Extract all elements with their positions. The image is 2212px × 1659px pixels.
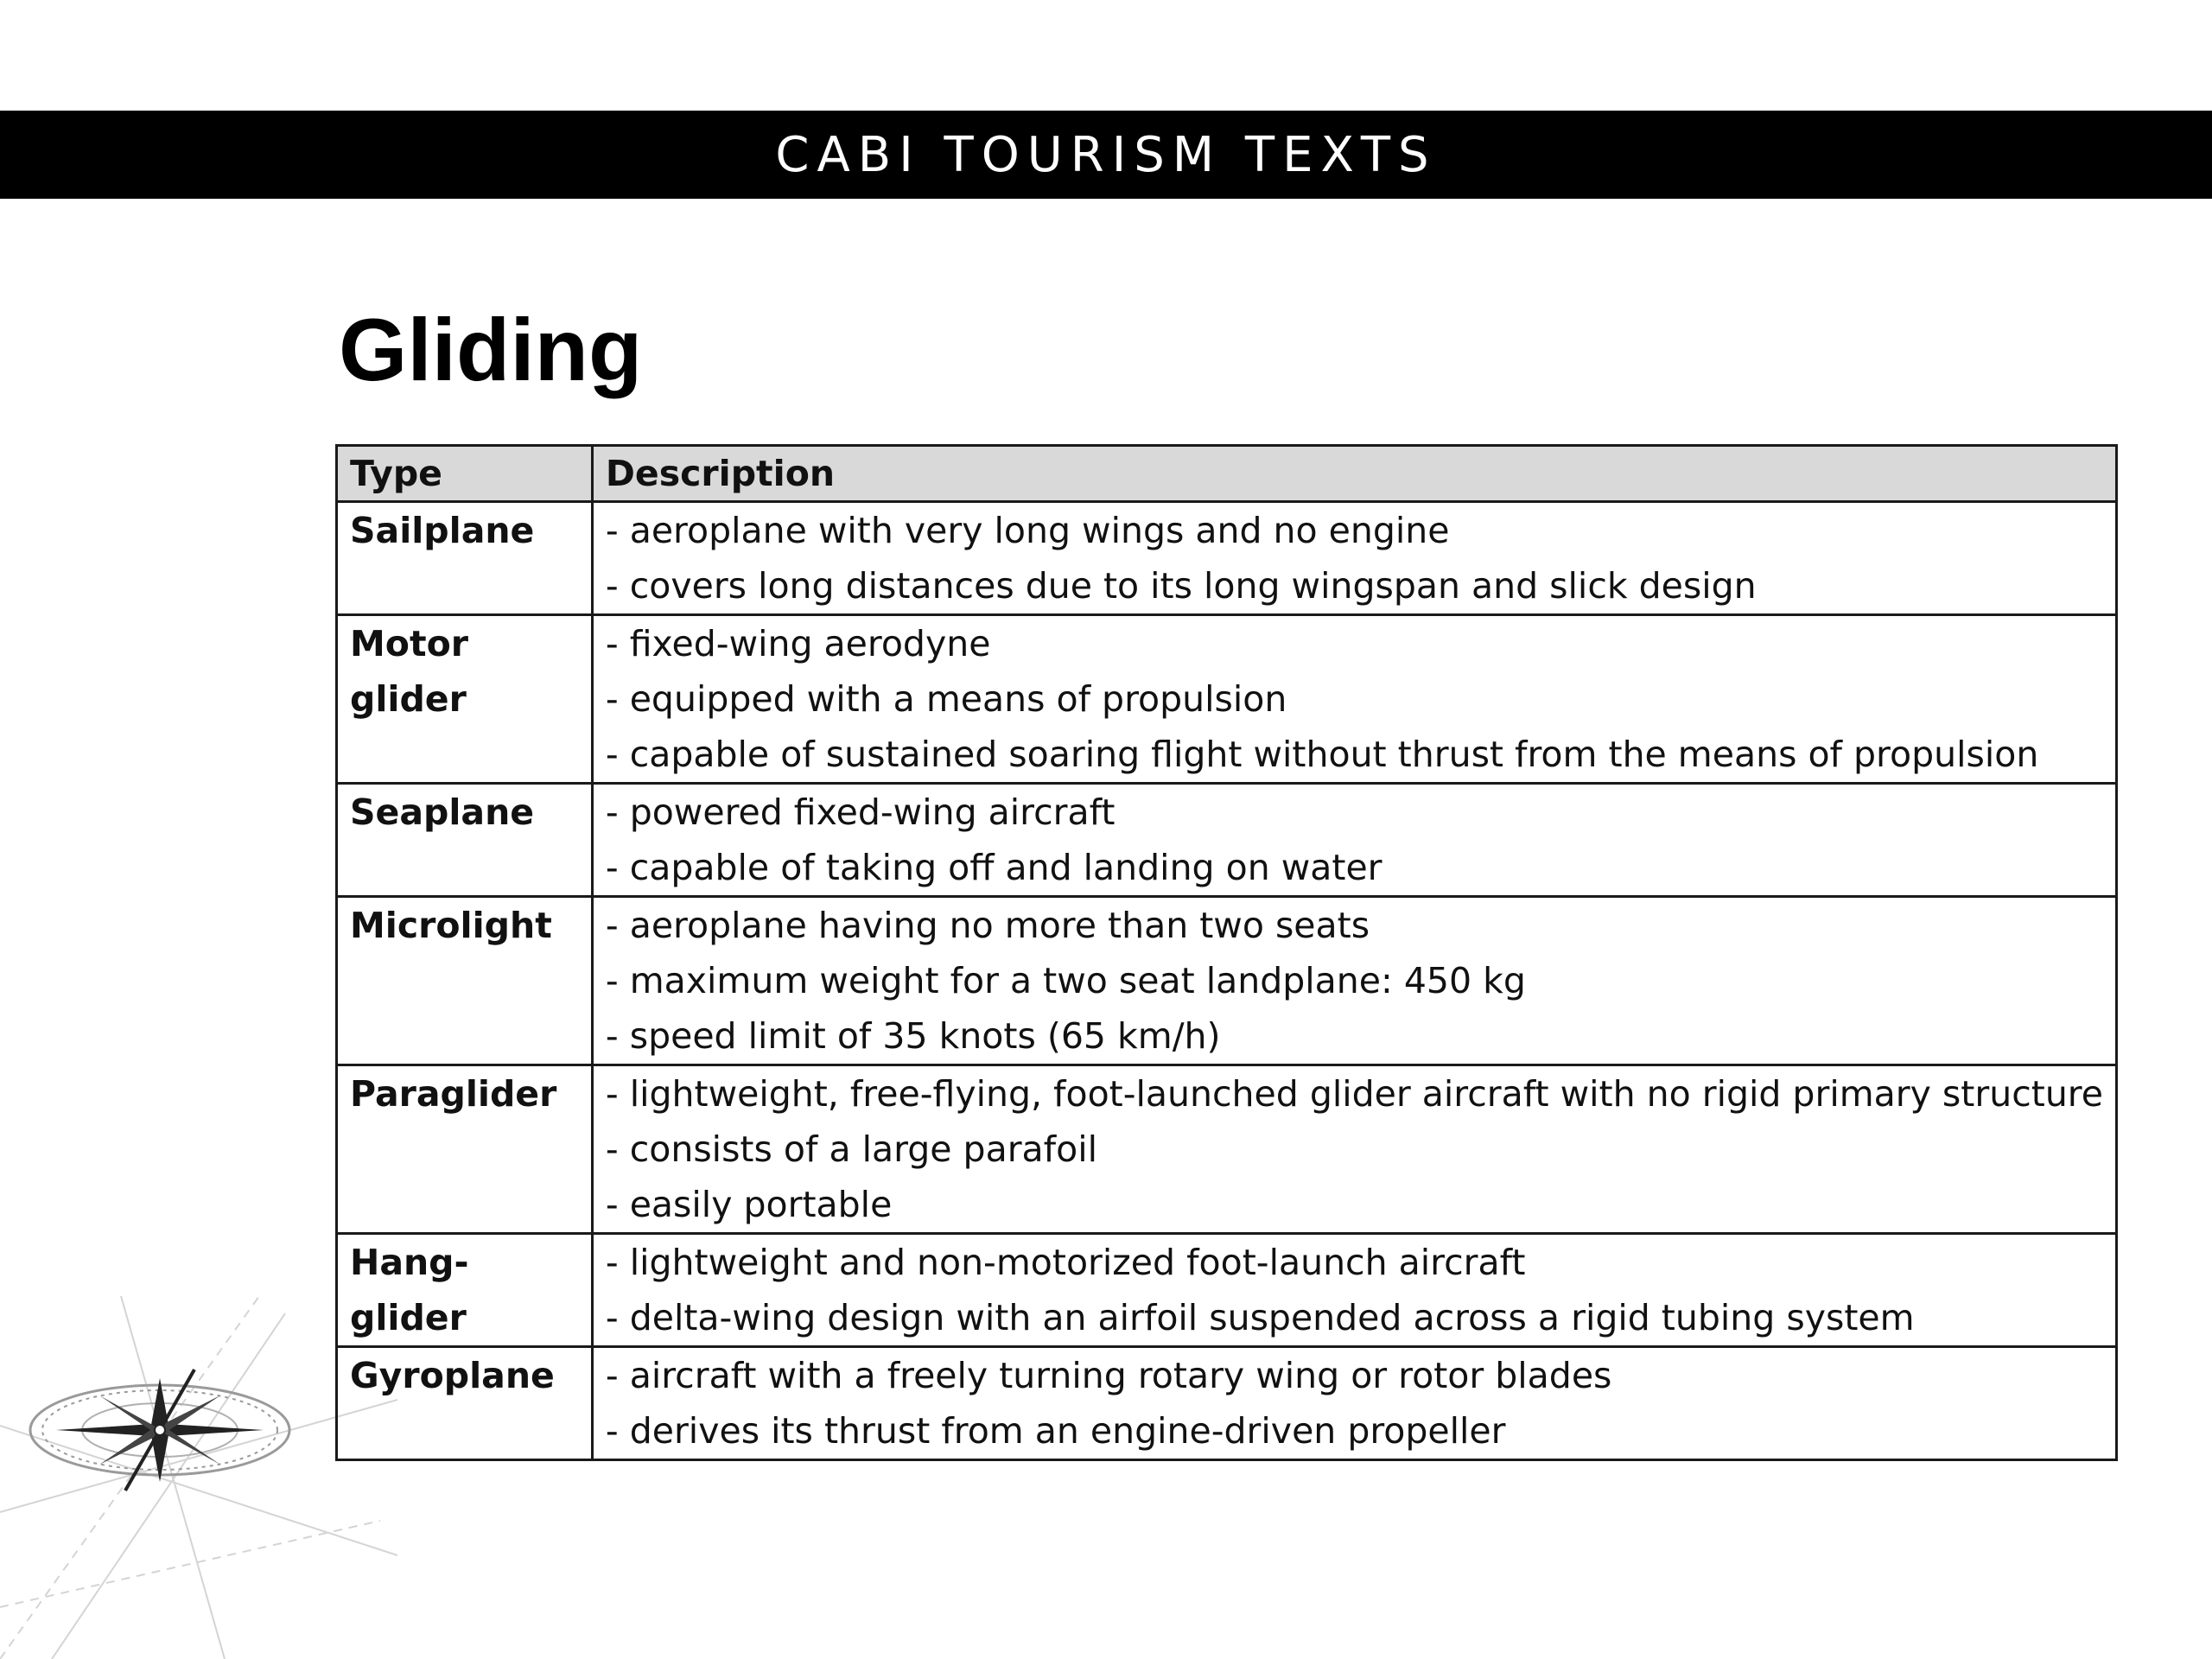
description-cell: [592, 784, 2116, 897]
page-title: Gliding: [339, 301, 643, 399]
description-line: - aeroplane with very long wings and no engine: [605, 510, 1450, 551]
type-cell: Microlight: [337, 897, 593, 1065]
table-row: [337, 897, 2117, 1065]
description-cell: [592, 897, 2116, 1065]
type-cell: Gyroplane: [337, 1347, 593, 1460]
description-line: - lightweight and non-motorized foot-launch aircraft: [605, 1242, 1526, 1283]
type-cell: Paraglider: [337, 1065, 593, 1234]
table-row: [337, 502, 2117, 615]
description-line: - easily portable: [605, 1184, 893, 1225]
description-line: - lightweight, free-flying, foot-launched glider aircraft with no rigid primary structure: [605, 1073, 2103, 1115]
header-banner: [0, 111, 2212, 199]
table-header-row: [337, 446, 2117, 502]
table-row: [337, 1065, 2117, 1234]
description-line: - covers long distances due to its long wingspan and slick design: [605, 565, 1757, 607]
table-row: [337, 615, 2117, 784]
description-cell: [592, 1234, 2116, 1347]
description-cell: [592, 1347, 2116, 1460]
description-line: - equipped with a means of propulsion: [605, 678, 1287, 720]
description-line: - capable of sustained soaring flight without thrust from the means of propulsion: [605, 734, 2039, 775]
description-line: - aircraft with a freely turning rotary wing or rotor blades: [605, 1355, 1612, 1396]
type-cell: Hang-glider: [337, 1234, 593, 1347]
description-cell: [592, 615, 2116, 784]
description-cell: [592, 502, 2116, 615]
description-line: - fixed-wing aerodyne: [605, 623, 991, 664]
type-cell: Sailplane: [337, 502, 593, 615]
description-line: - speed limit of 35 knots (65 km/h): [605, 1015, 1221, 1057]
description-line: - consists of a large parafoil: [605, 1128, 1097, 1170]
table-row: [337, 1234, 2117, 1347]
gliding-table: [335, 444, 2118, 1461]
description-line: - capable of taking off and landing on water: [605, 847, 1382, 888]
description-line: - maximum weight for a two seat landplane: 450 kg: [605, 960, 1526, 1001]
description-line: - aeroplane having no more than two seats: [605, 905, 1370, 946]
table-row: [337, 1347, 2117, 1460]
banner-title: CABI TOURISM TEXTS: [775, 126, 1437, 183]
description-cell: [592, 1065, 2116, 1234]
description-line: - delta-wing design with an airfoil suspended across a rigid tubing system: [605, 1297, 1915, 1338]
description-line: - powered fixed-wing aircraft: [605, 791, 1116, 833]
column-header-description: Description: [592, 446, 2116, 502]
table-row: [337, 784, 2117, 897]
description-line: - derives its thrust from an engine-driven propeller: [605, 1410, 1506, 1452]
type-cell: Motor glider: [337, 615, 593, 784]
column-header-type: Type: [337, 446, 593, 502]
type-cell: Seaplane: [337, 784, 593, 897]
